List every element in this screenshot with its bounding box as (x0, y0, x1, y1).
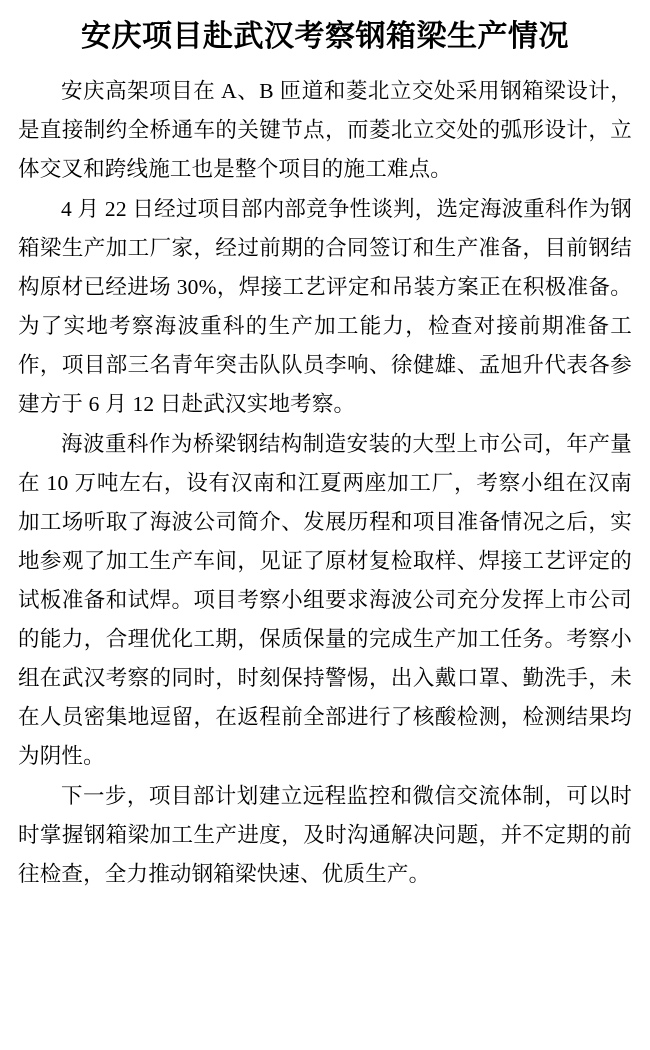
paragraph-4: 下一步，项目部计划建立远程监控和微信交流体制，可以时时掌握钢箱梁加工生产进度，及时沟通解决问题，并不定期的前往检查，全力推动钢箱梁快速、优质生产。 (18, 783, 632, 886)
paragraph-3: 海波重科作为桥梁钢结构制造安装的大型上市公司，年产量在 10 万吨左右，设有汉南和江夏两座加工厂，考察小组在汉南加工场听取了海波公司简介、发展历程和项目准备情况之后，实地参观了加工生产车间，见证了原材复检取样、焊接工艺评定的试板准备和试焊。项目考察小组要求海波公司充分发挥上市公司的能力，合理优化工期，保质保量的完成生产加工任务。考察小组在武汉考察的同时，时刻保持警惕，出入戴口罩、勤洗手，未在人员密集地逗留，在返程前全部进行了核酸检测，检测结果均为阴性。 (18, 431, 632, 768)
paragraph-2: 4 月 22 日经过项目部内部竞争性谈判，选定海波重科作为钢箱梁生产加工厂家，经过前期的合同签订和生产准备，目前钢结构原材已经进场 30%，焊接工艺评定和吊装方案正在积极准备。为了实地考察海波重科的生产加工能力，检查对接前期准备工作，项目部三名青年突击队队员李响、徐健雄、孟旭升代表各参建方于 6 月 12 日赴武汉实地考察。 (18, 196, 632, 416)
page-title: 安庆项目赴武汉考察钢箱梁生产情况 (81, 20, 569, 53)
document-body (18, 72, 632, 894)
paragraph-1: 安庆高架项目在 A、B 匝道和菱北立交处采用钢箱梁设计，是直接制约全桥通车的关键节点，而菱北立交处的弧形设计，立体交叉和跨线施工也是整个项目的施工难点。 (18, 78, 632, 181)
